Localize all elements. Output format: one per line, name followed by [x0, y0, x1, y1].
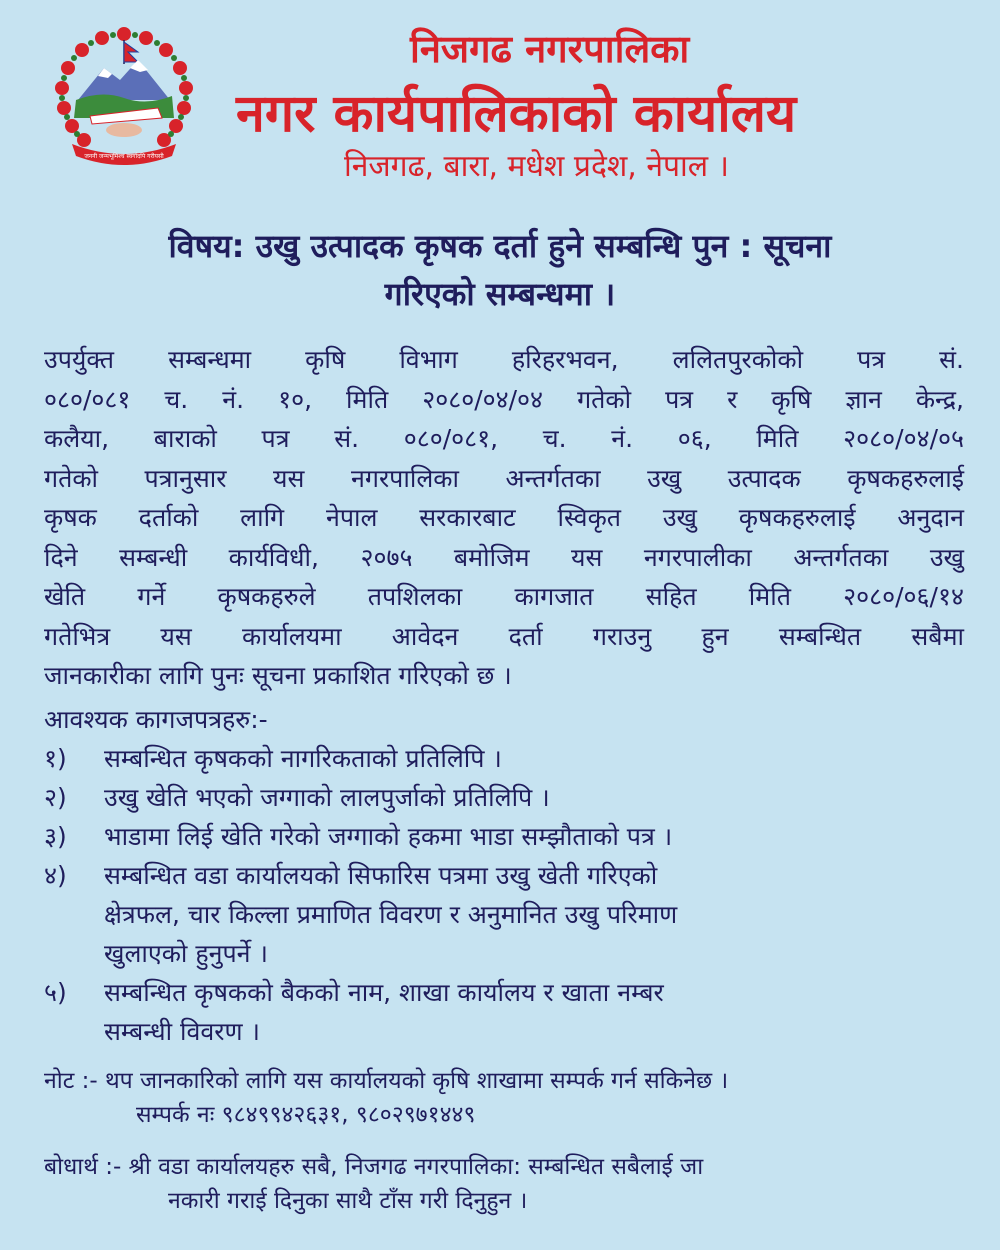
- list-item: [44, 817, 964, 856]
- body-line: ०८०/०८१ च. नं. १०, मिति २०८०/०४/०४ गतेको पत्र र कृषि ज्ञान केन्द्र,: [44, 384, 964, 414]
- body-line: दिने सम्बन्धी कार्यविधी, २०७५ बमोजिम यस नगरपालीका अन्तर्गतका उखु: [44, 542, 964, 572]
- item-text: सम्बन्धित कृषकको बैकको नाम, शाखा कार्यालय र खाता नम्बर: [104, 978, 664, 1007]
- letterhead: [0, 0, 1000, 200]
- list-item: [44, 778, 964, 817]
- documents-title: आवश्यक कागजपत्रहरु:-: [44, 705, 268, 734]
- emblem-caption: जननी जन्मभूमिश्च स्वर्गादपि गरीयसी: [84, 153, 164, 160]
- item-text: भाडामा लिई खेति गरेको जग्गाको हकमा भाडा सम्झौताको पत्र ।: [104, 822, 673, 851]
- body-line: जानकारीका लागि पुनः सूचना प्रकाशित गरिएको छ ।: [44, 661, 512, 690]
- notice-subject: [40, 222, 960, 318]
- office-address: निजगढ, बारा, मधेश प्रदेश, नेपाल ।: [344, 149, 730, 184]
- notice-body: [44, 340, 964, 696]
- list-item: [44, 973, 964, 1051]
- item-number: ५): [44, 978, 67, 1007]
- note-text: नोट :- थप जानकारिको लागि यस कार्यालयको कृषि शाखामा सम्पर्क गर्न सकिनेछ ।: [44, 1068, 729, 1094]
- item-text: खुलाएको हुनुपर्ने ।: [104, 939, 268, 968]
- contact-numbers: सम्पर्क नः ९८४९९४२६३१, ९८०२९७१४४९: [136, 1102, 476, 1128]
- body-line: उपर्युक्त सम्बन्धमा कृषि विभाग हरिहरभवन, ललितपुरकोको पत्र सं.: [44, 345, 964, 374]
- item-text: सम्बन्धित वडा कार्यालयको सिफारिस पत्रमा उखु खेती गरिएको: [104, 861, 658, 890]
- item-number: १): [44, 744, 67, 773]
- item-text: उखु खेति भएको जग्गाको लालपुर्जाको प्रतिलिपि ।: [104, 783, 550, 812]
- body-line: कृषक दर्ताको लागि नेपाल सरकारबाट स्विकृत उखु कृषकहरुलाई अनुदान: [44, 503, 964, 532]
- note-section: [44, 1064, 964, 1132]
- cc-text: बोधार्थ :- श्री वडा कार्यालयहरु सबै, निजगढ नगरपालिका: सम्बन्धित सबैलाई जा: [44, 1154, 704, 1180]
- subject-line: गरिएको सम्बन्धमा ।: [384, 275, 616, 313]
- item-text: क्षेत्रफल, चार किल्ला प्रमाणित विवरण र अनुमानित उखु परिमाण: [104, 900, 678, 929]
- required-documents: [44, 700, 964, 1051]
- item-text: सम्बन्धित कृषकको नागरिकताको प्रतिलिपि ।: [104, 744, 502, 773]
- cc-text-continued: नकारी गराई दिनुका साथै टाँस गरी दिनुहुन ।: [168, 1188, 528, 1214]
- office-name: नगर कार्यपालिकाको कार्यालय: [236, 84, 797, 144]
- item-text: सम्बन्धी विवरण ।: [104, 1017, 261, 1046]
- item-number: ३): [44, 822, 67, 851]
- item-number: ४): [44, 861, 67, 890]
- municipality-name: निजगढ नगरपालिका: [410, 27, 690, 71]
- body-line: खेति गर्ने कृषकहरुले तपशिलका कागजात सहित मिति २०८०/०६/१४: [44, 582, 964, 611]
- body-line: गतेको पत्रानुसार यस नगरपालिका अन्तर्गतका उखु उत्पादक कृषकहरुलाई: [44, 463, 964, 493]
- body-line: कलैया, बाराको पत्र सं. ०८०/०८१, च. नं. ०६, मिति २०८०/०४/०५: [44, 424, 964, 453]
- cc-section: [44, 1150, 964, 1218]
- item-number: २): [44, 783, 67, 812]
- body-line: गतेभित्र यस कार्यालयमा आवेदन दर्ता गराउनु हुन सम्बन्धित सबैमा: [44, 621, 964, 651]
- nepal-emblem-icon: [42, 22, 207, 172]
- subject-line: विषय: उखु उत्पादक कृषक दर्ता हुने सम्बन्धि पुन : सूचना: [168, 227, 832, 265]
- list-item: [44, 856, 964, 973]
- list-item: [44, 739, 964, 778]
